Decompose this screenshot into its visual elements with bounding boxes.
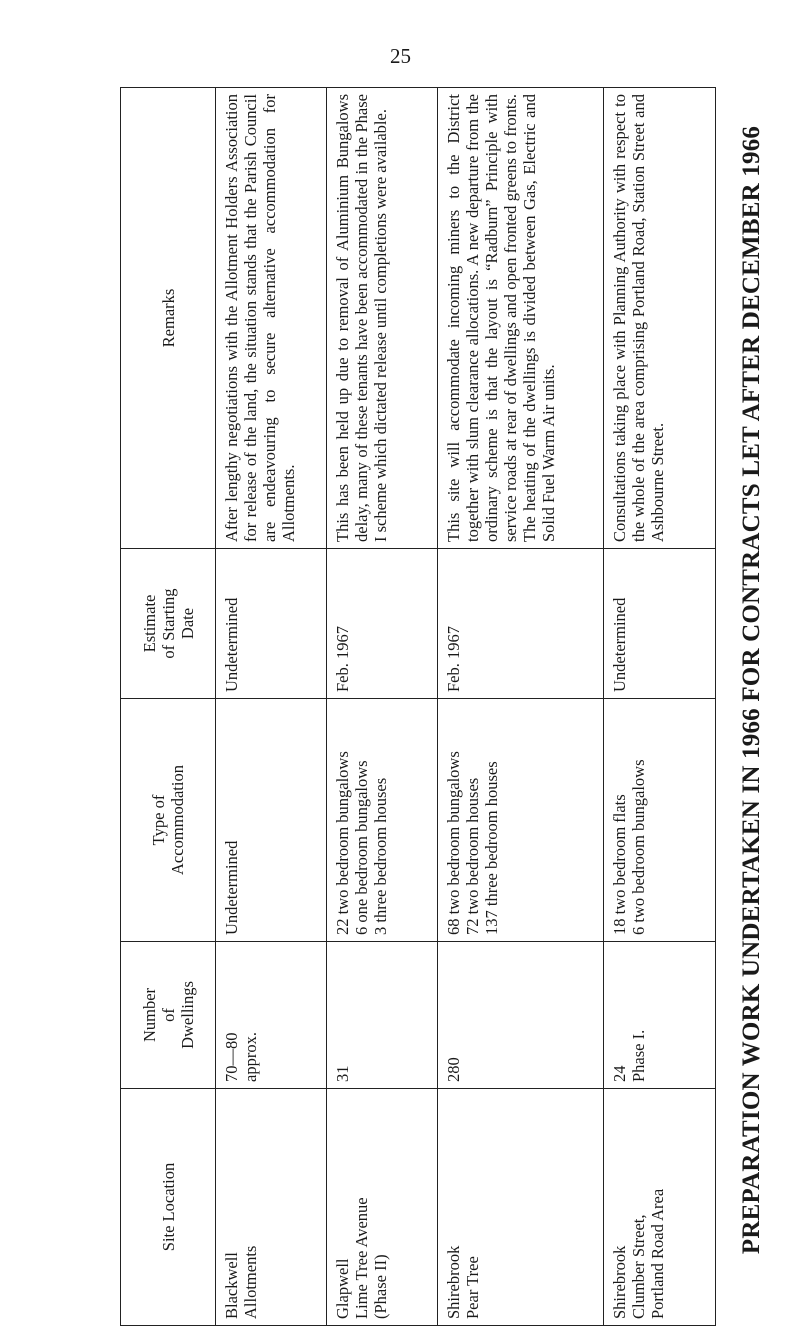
- header-estimate-of-starting-date: Estimate of Starting Date: [121, 549, 216, 699]
- dwellings-cell: 70—80 approx.: [216, 942, 327, 1089]
- dwellings-cell: 280: [438, 942, 603, 1089]
- table-row: [603, 88, 715, 1326]
- starting-date-cell: Undetermined: [216, 549, 327, 699]
- accommodation-type-cell: 68 two bedroom bungalows 72 two bedroom houses 137 three bedroom houses: [438, 699, 603, 942]
- accommodation-type-cell: 18 two bedroom flats 6 two bedroom bungalows: [603, 699, 715, 942]
- starting-date-cell: Undetermined: [603, 549, 715, 699]
- header-type-of-accommodation: Type of Accommodation: [121, 699, 216, 942]
- remarks-cell: After lengthy negotiations with the Allotment Holders Association for release of the land, the situation stands that the Parish Council are endeavouring to secure alternative accommodation for Allotments.: [216, 88, 327, 549]
- page-title: PREPARATION WORK UNDERTAKEN IN 1966 FOR CONTRACTS LET AFTER DECEMBER 1966: [738, 125, 765, 1255]
- header-remarks: Remarks: [121, 88, 216, 549]
- starting-date-cell: Feb. 1967: [327, 549, 438, 699]
- site-location-cell: Shirebrook Pear Tree: [438, 1089, 603, 1326]
- remarks-cell: This site will accommodate incoming miners to the District together with slum clearance allocations. A new departure from the ordinary scheme is that the layout is “Radburn” Principle with service roads at rear of dwellings and open fronted greens to fronts. The heating of the dwellings is divided between Gas, Electric and Solid Fuel Warm Air units.: [438, 88, 603, 549]
- remarks-cell: Consultations taking place with Planning Authority with respect to the whole of the area comprising Portland Road, Station Street and Ashbourne Street.: [603, 88, 715, 549]
- table-row: [216, 88, 327, 1326]
- site-location-cell: Glapwell Lime Tree Avenue (Phase II): [327, 1089, 438, 1326]
- starting-date-cell: Feb. 1967: [438, 549, 603, 699]
- table-row: [327, 88, 438, 1326]
- page-number: 25: [390, 44, 411, 68]
- contracts-table-wrapper: [120, 88, 716, 1326]
- header-site-location: Site Location: [121, 1089, 216, 1326]
- contracts-table: [120, 87, 716, 1326]
- dwellings-cell: 24 Phase I.: [603, 942, 715, 1089]
- table-row: [438, 88, 603, 1326]
- accommodation-type-cell: 22 two bedroom bungalows 6 one bedroom bungalows 3 three bedroom houses: [327, 699, 438, 942]
- header-number-of-dwellings: Number of Dwellings: [121, 942, 216, 1089]
- site-location-cell: Shirebrook Clumber Street, Portland Road Area: [603, 1089, 715, 1326]
- header-row: [121, 88, 216, 1326]
- dwellings-cell: 31: [327, 942, 438, 1089]
- site-location-cell: Blackwell Allotments: [216, 1089, 327, 1326]
- remarks-cell: This has been held up due to removal of Aluminium Bungalows delay, many of these tenants have been accommodated in the Phase I scheme which dictated release until completions were available.: [327, 88, 438, 549]
- accommodation-type-cell: Undetermined: [216, 699, 327, 942]
